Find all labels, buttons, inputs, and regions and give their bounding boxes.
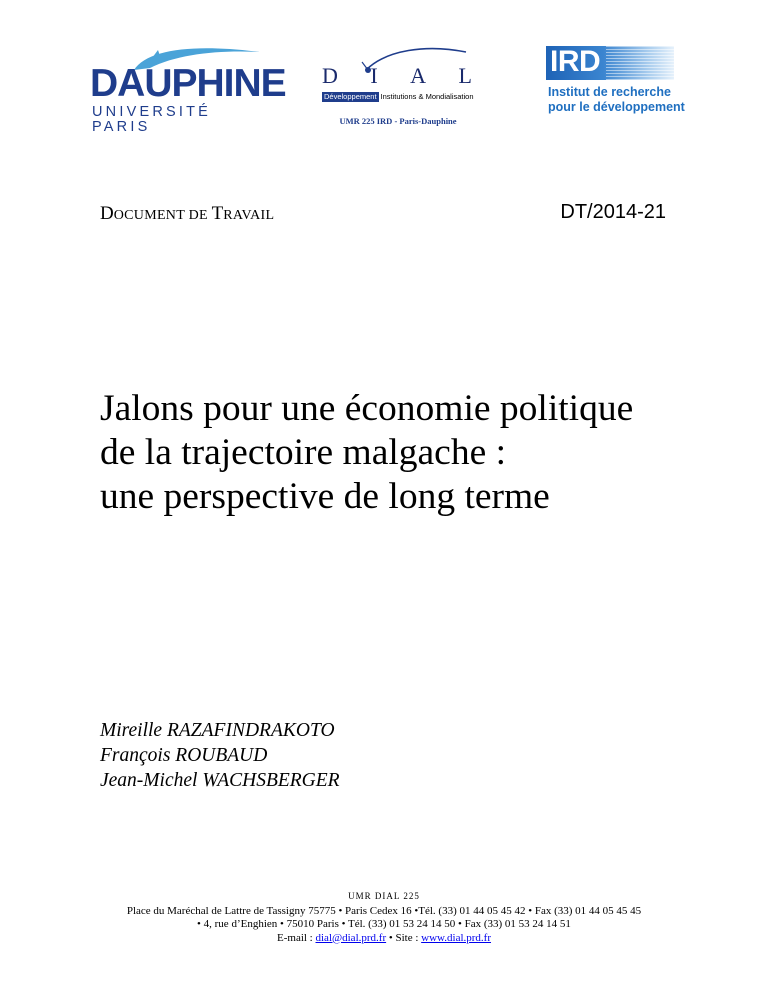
doc-type-part: D bbox=[100, 203, 114, 224]
document-title bbox=[100, 387, 720, 519]
dial-band-highlight: Développement bbox=[324, 92, 377, 101]
doc-type-part: RAVAIL bbox=[223, 208, 275, 223]
ird-name: IRD bbox=[550, 46, 601, 78]
title-line: une perspective de long terme bbox=[100, 476, 550, 517]
document-type bbox=[100, 204, 274, 223]
dauphine-wordmark: DAUPHINE bbox=[90, 62, 286, 105]
footer-umr: UMR DIAL 225 bbox=[348, 891, 420, 901]
site-label: • Site : bbox=[386, 931, 422, 944]
dial-letter: I bbox=[370, 63, 378, 88]
title-line: Jalons pour une économie politique bbox=[100, 388, 634, 429]
dial-band bbox=[322, 92, 474, 102]
ird-stripes bbox=[606, 46, 674, 80]
email-label: E-mail : bbox=[277, 931, 316, 944]
dial-band-rest: Institutions & Mondialisation bbox=[380, 92, 474, 101]
author: François ROUBAUD bbox=[100, 745, 268, 766]
ird-box bbox=[546, 46, 674, 80]
ird-line2: pour le développement bbox=[548, 100, 685, 114]
dial-letter: A bbox=[410, 63, 427, 88]
dauphine-subtitle: UNIVERSITÉ PARIS bbox=[92, 104, 212, 135]
author: Jean-Michel WACHSBERGER bbox=[100, 770, 340, 791]
dauphine-logo bbox=[88, 42, 286, 135]
site-link[interactable]: www.dial.prd.fr bbox=[421, 931, 491, 944]
dial-letter: L bbox=[458, 63, 472, 88]
dial-letters bbox=[322, 65, 472, 87]
email-link[interactable]: dial@dial.prd.fr bbox=[315, 931, 387, 944]
footer-address-line: • 4, rue d’Enghien • 75010 Paris • Tél. (33) 01 53 24 14 50 • Fax (33) 01 53 24 14 51 bbox=[197, 918, 571, 930]
ird-line1: Institut de recherche bbox=[548, 85, 671, 99]
footer-address-line: Place du Maréchal de Lattre de Tassigny 75775 • Paris Cedex 16 •Tél. (33) 01 44 05 45 42 • Fax (33) 01 44 05 45 45 bbox=[126, 904, 642, 917]
dial-caption: UMR 225 IRD - Paris-Dauphine bbox=[339, 116, 457, 126]
dial-logo bbox=[316, 40, 476, 136]
dial-letter: D bbox=[322, 63, 338, 88]
author: Mireille RAZAFINDRAKOTO bbox=[100, 720, 335, 741]
ird-logo bbox=[546, 46, 686, 116]
doc-type-part: T bbox=[211, 203, 224, 224]
document-number: DT/2014-21 bbox=[560, 201, 666, 223]
authors bbox=[100, 718, 340, 793]
title-line: de la trajectoire malgache : bbox=[100, 432, 507, 473]
footer bbox=[40, 890, 728, 945]
doc-type-part: OCUMENT DE bbox=[113, 208, 212, 223]
footer-contact bbox=[40, 932, 728, 946]
